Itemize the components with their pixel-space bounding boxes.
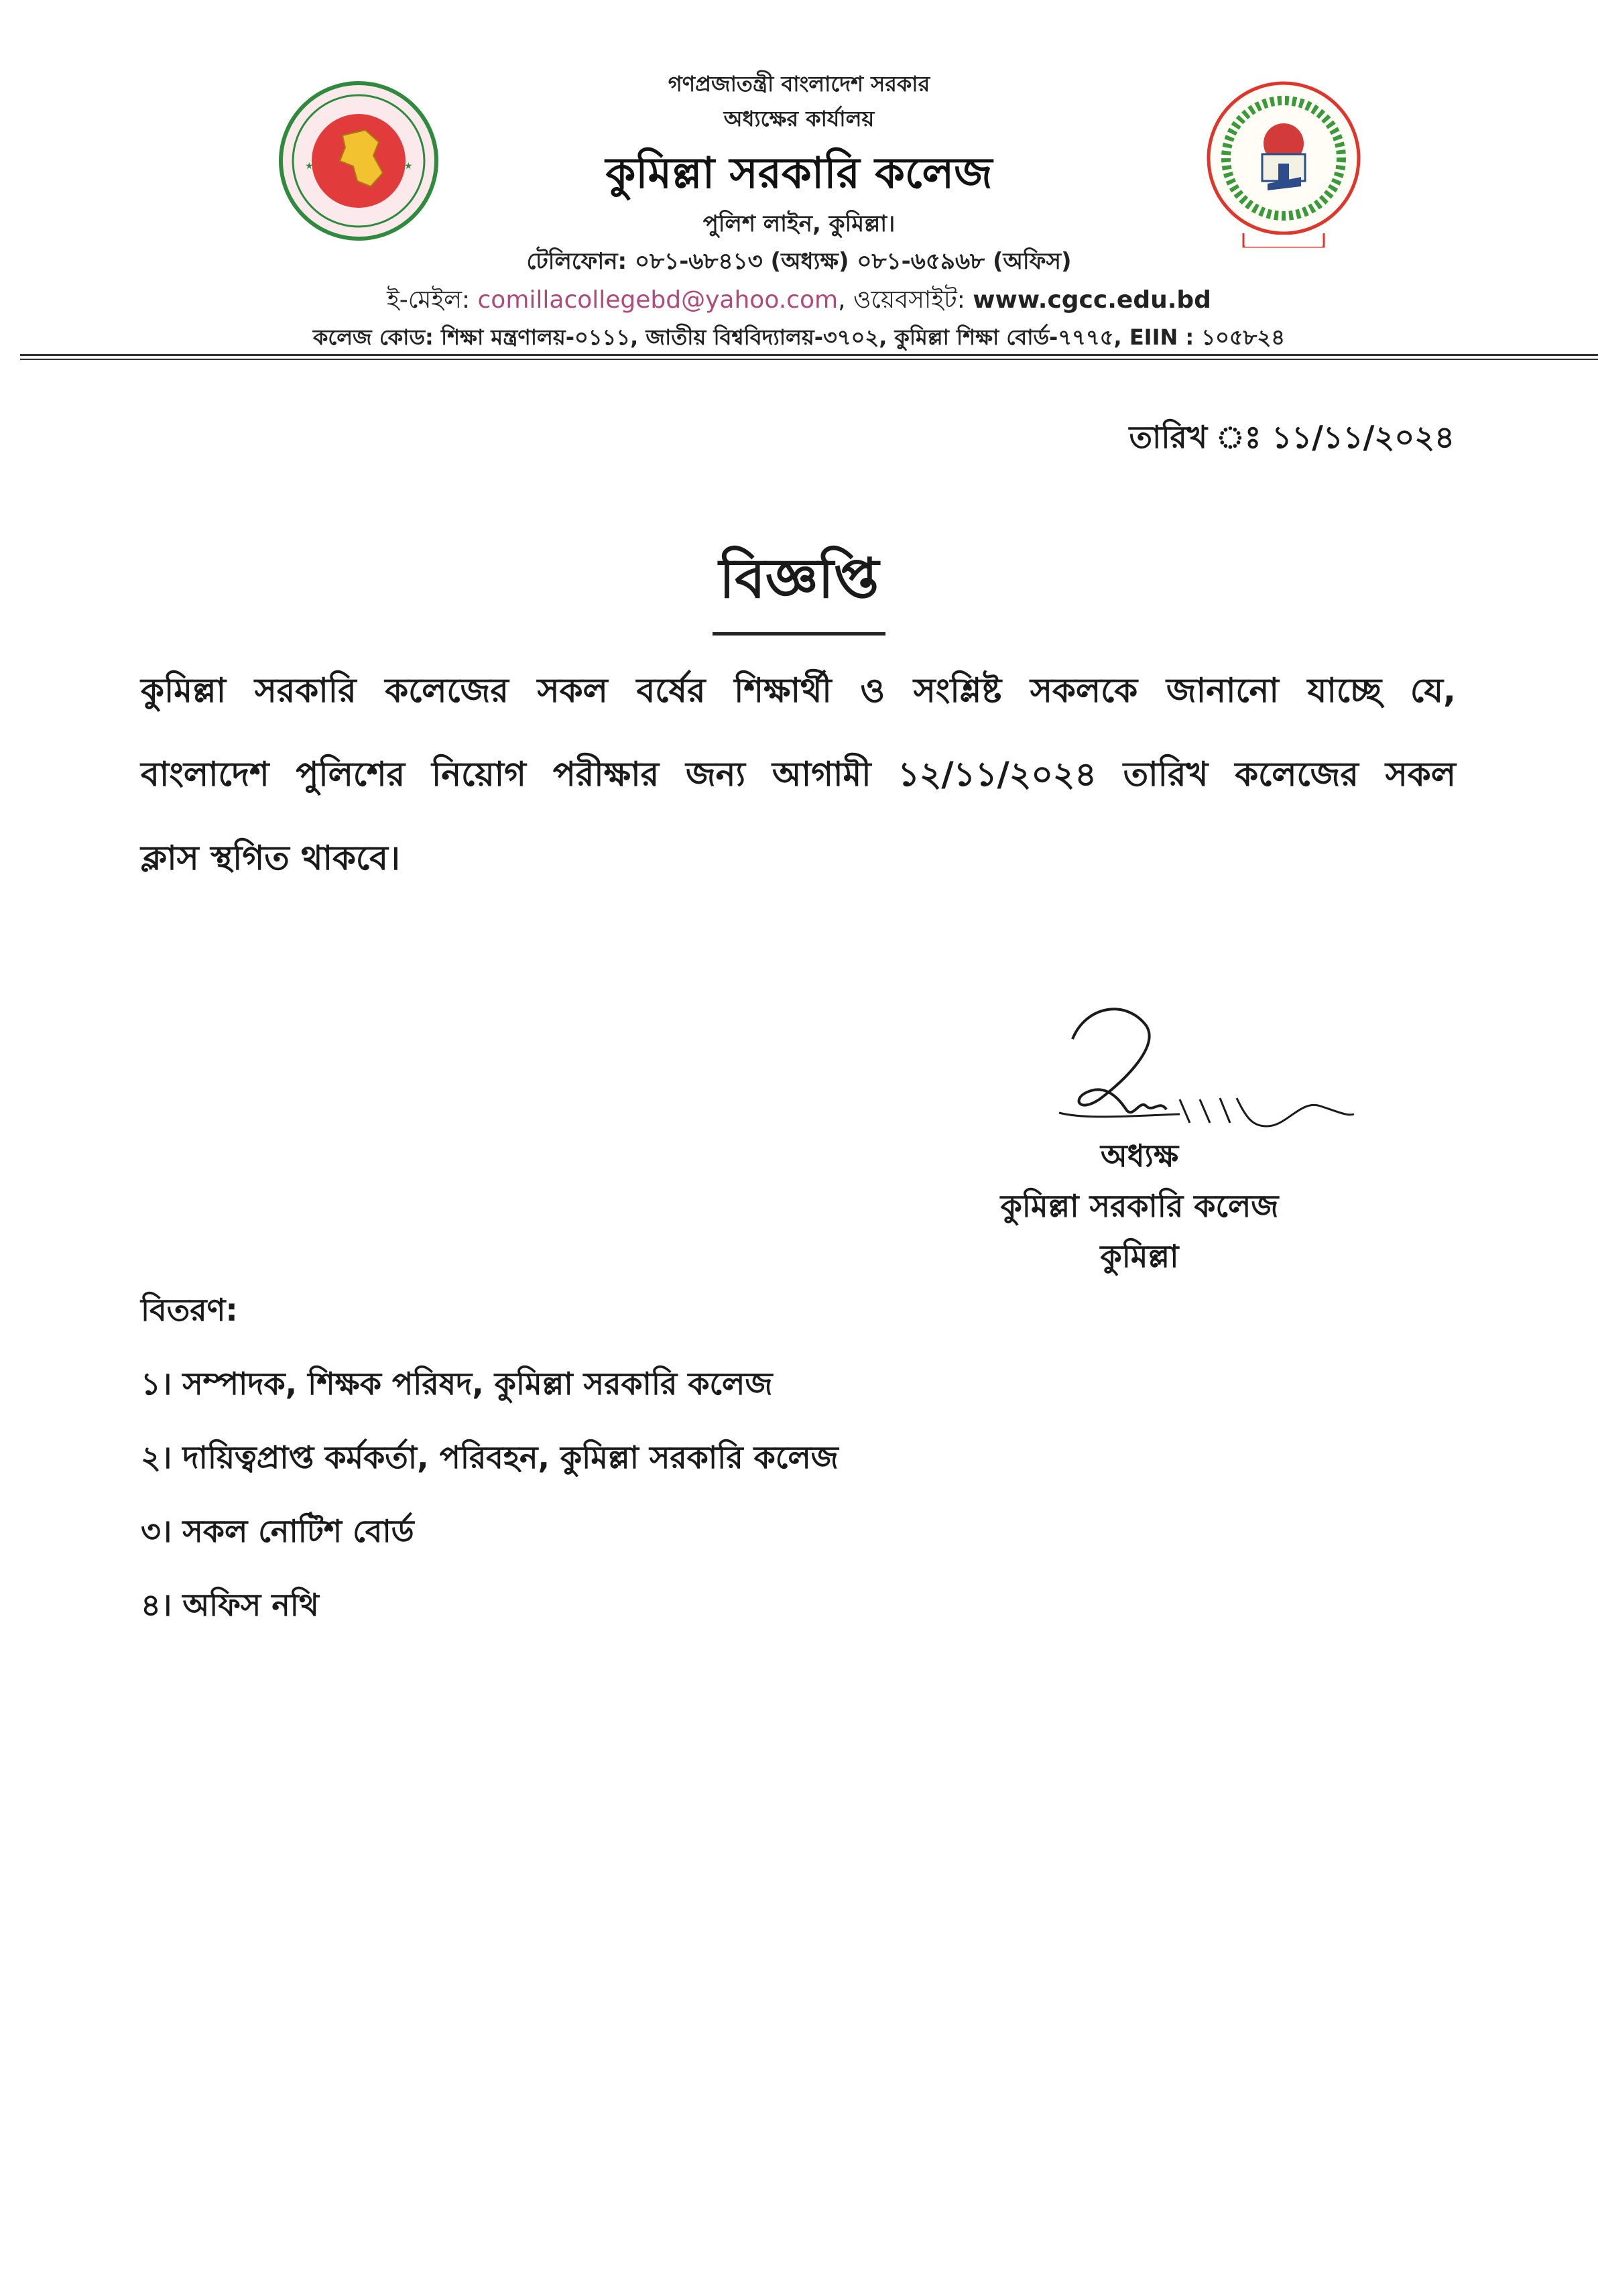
distribution-item: ১। সম্পাদক, শিক্ষক পরিষদ, কুমিল্লা সরকারি কলেজ <box>141 1366 773 1402</box>
notice-title <box>0 536 1598 636</box>
distribution-item: ৩। সকল নোটিশ বোর্ড <box>141 1513 414 1549</box>
website-label: , ওয়েবসাইট: <box>838 286 973 314</box>
distribution-heading: বিতরণ: <box>141 1292 238 1328</box>
contact-line <box>0 282 1598 322</box>
header-divider-thin <box>20 359 1598 360</box>
govt-name: গণপ্রজাতন্ত্রী বাংলাদেশ সরকার <box>668 71 930 97</box>
body-line-1: কুমিল্লা সরকারি কলেজের সকল বর্ষের শিক্ষার্থী ও সংশ্লিষ্ট সকলকে জানানো যাচ্ছে যে, <box>141 671 1456 710</box>
college-address: পুলিশ লাইন, কুমিল্লা। <box>702 210 896 237</box>
signatory-city: কুমিল্লা <box>1100 1238 1179 1274</box>
distribution-item: ৪। অফিস নথি <box>141 1587 319 1623</box>
email-label: ই-মেইল: <box>387 286 478 314</box>
body-line-3: ক্লাস স্থগিত থাকবে। <box>141 839 400 878</box>
distribution-item: ২। দায়িত্বপ্রাপ্ত কর্মকর্তা, পরিবহন, কুমিল্লা সরকারি কলেজ <box>141 1439 839 1475</box>
college-name: কুমিল্লা সরকারি কলেজ <box>605 149 993 198</box>
email-link[interactable]: comillacollegebd@yahoo.com <box>477 286 839 314</box>
notice-title-text: বিজ্ঞপ্তি <box>713 536 885 636</box>
office-name: অধ্যক্ষের কার্যালয় <box>723 106 875 131</box>
body-line-2: বাংলাদেশ পুলিশের নিয়োগ পরীক্ষার জন্য আগামী ১২/১১/২০২৪ তারিখ কলেজের সকল <box>141 755 1456 794</box>
header-divider <box>20 354 1598 356</box>
svg-text:★: ★ <box>404 161 413 172</box>
notice-date: তারিখ ঃ ১১/১১/২০২৪ <box>1129 419 1455 455</box>
signature-icon <box>1046 999 1367 1153</box>
college-codes: কলেজ কোড: শিক্ষা মন্ত্রণালয়-০১১১, জাতীয় বিশ্ববিদ্যালয়-৩৭০২, কুমিল্লা শিক্ষা বোর্ড-৭৭৭৫, EIIN : ১০৫৮২৪ <box>312 324 1286 350</box>
website-link[interactable]: www.cgcc.edu.bd <box>973 286 1211 314</box>
signatory-institution: কুমিল্লা সরকারি কলেজ <box>1000 1188 1279 1224</box>
signatory-designation: অধ্যক্ষ <box>1100 1138 1179 1174</box>
svg-text:★: ★ <box>305 161 314 172</box>
phone-line: টেলিফোন: ০৮১-৬৮৪১৩ (অধ্যক্ষ) ০৮১-৬৫৯৬৮ (অফিস) <box>526 248 1072 275</box>
